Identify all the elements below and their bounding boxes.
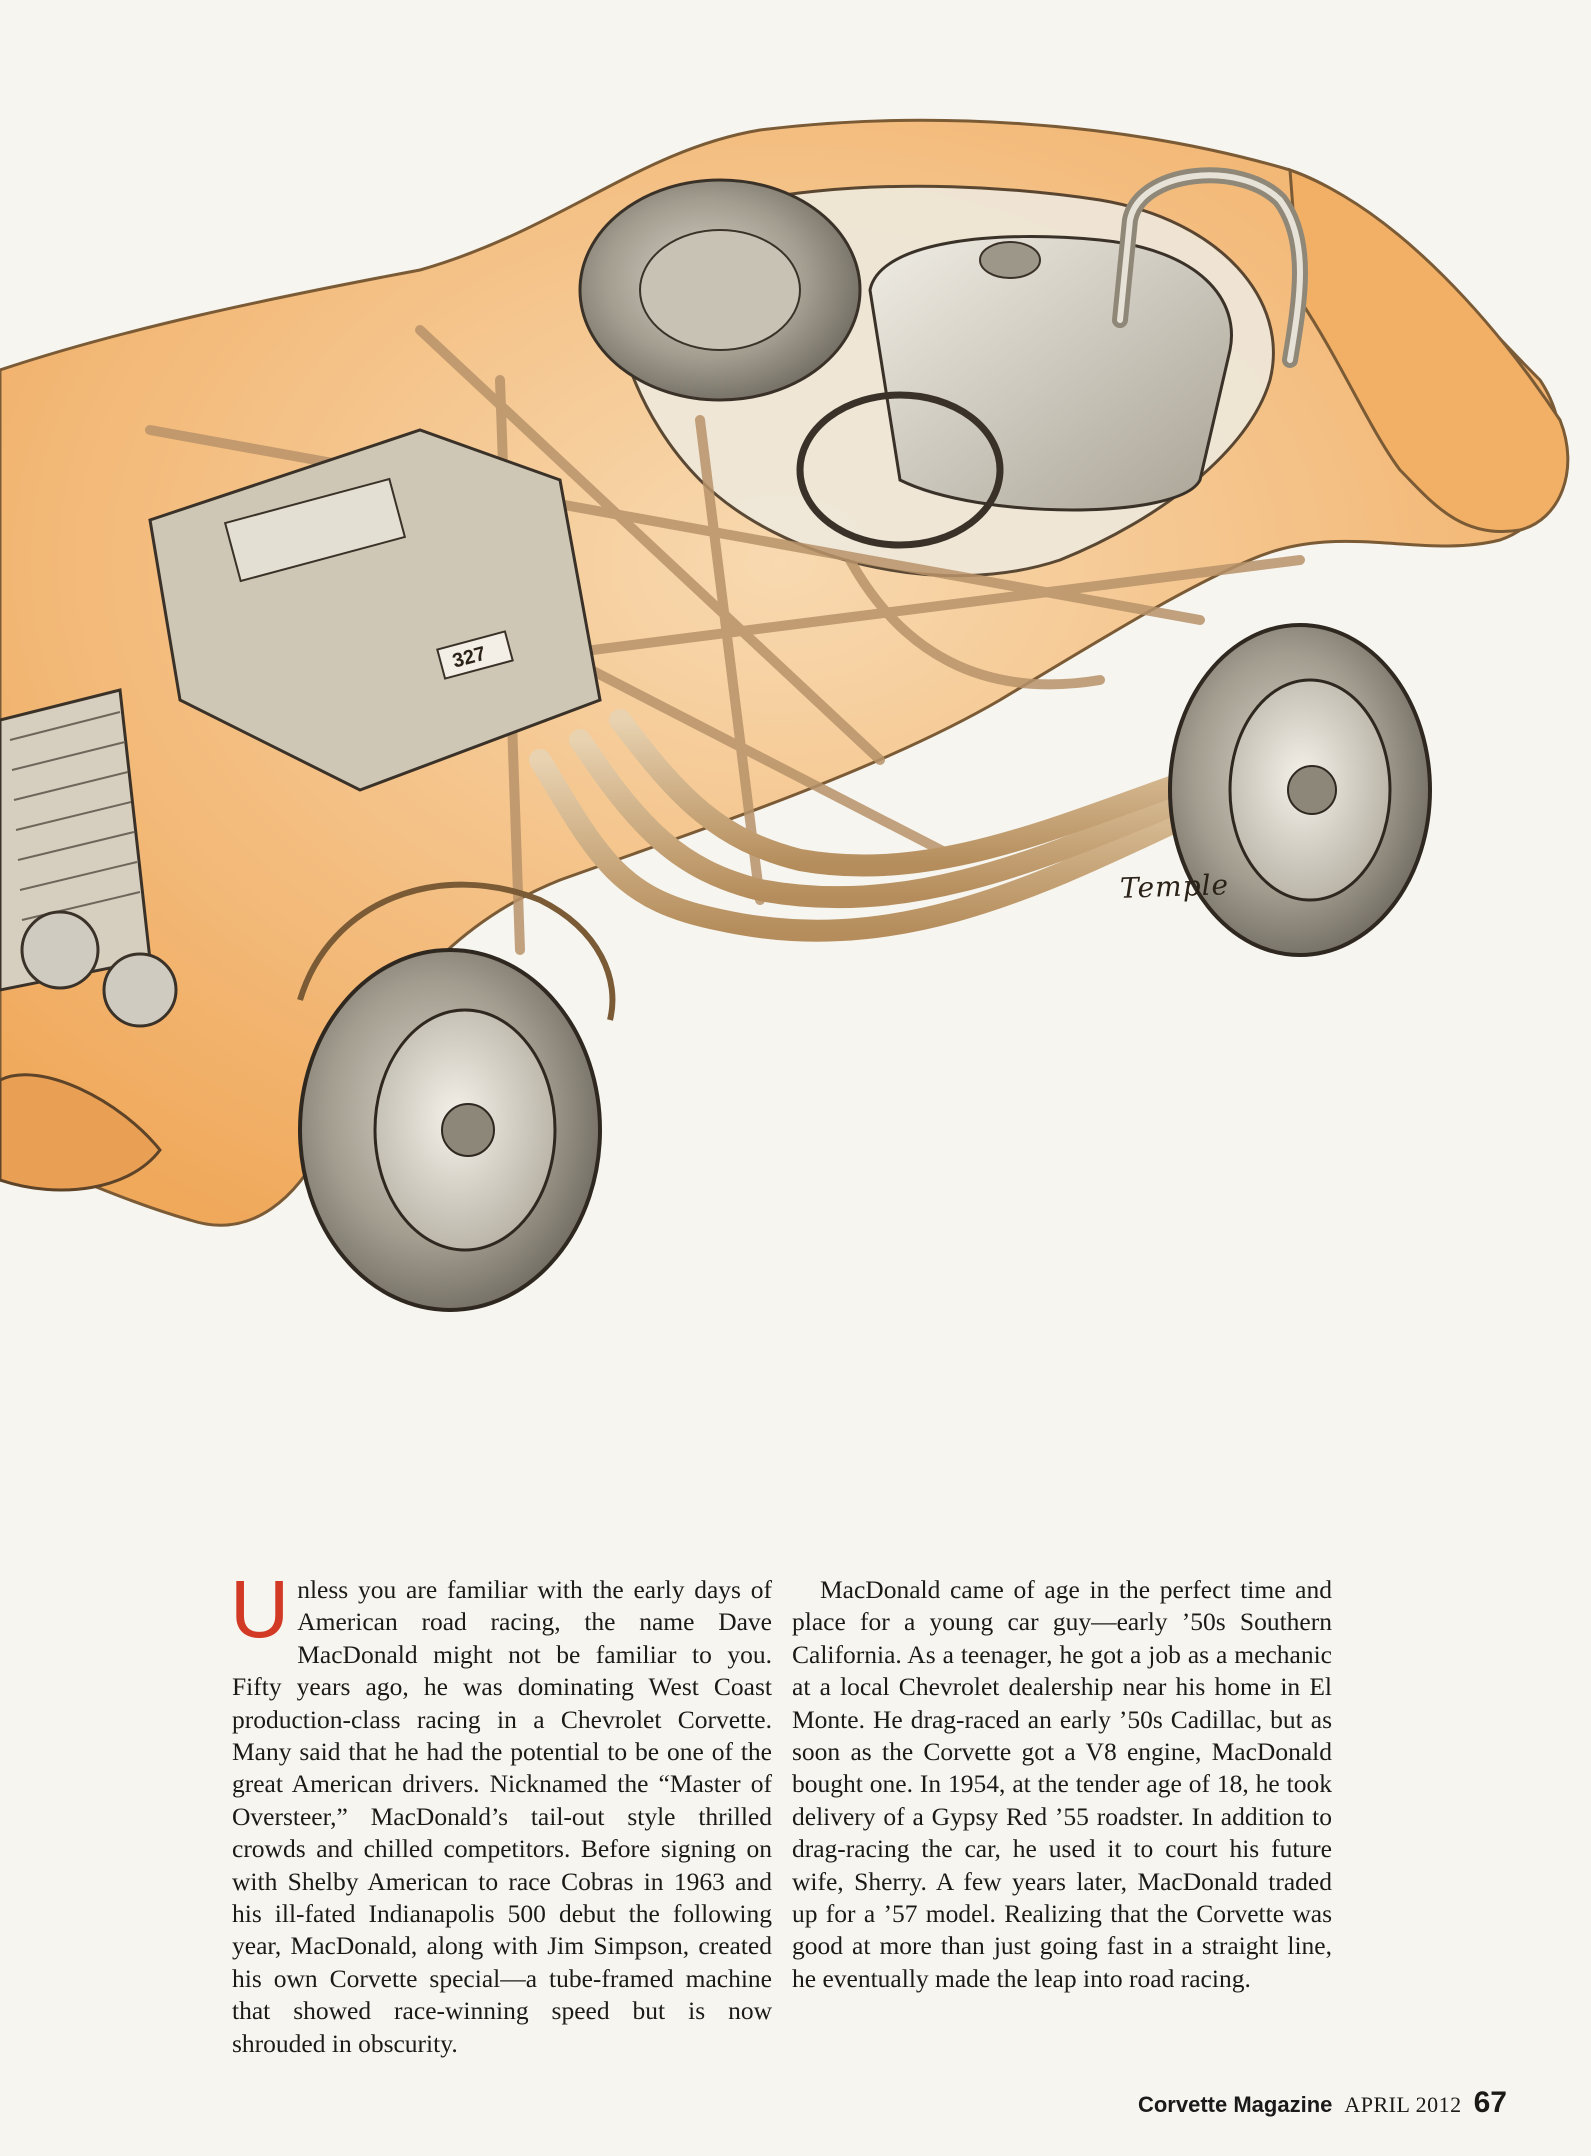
- engine-badge: 327: [450, 642, 489, 673]
- spare-tire: [580, 180, 860, 400]
- issue-date: APRIL 2012: [1344, 2092, 1462, 2117]
- page-number: 67: [1473, 2086, 1507, 2119]
- artist-signature: Temple: [1119, 868, 1230, 905]
- fuel-tank: [870, 237, 1231, 510]
- rear-wheel: [1170, 625, 1430, 955]
- drop-cap: U: [230, 1564, 290, 1655]
- page-footer: [1138, 2086, 1507, 2120]
- article-column-right: [792, 1574, 1332, 1995]
- paragraph-intro: nless you are familiar with the early days of American road racing, the name Dave MacDonald might not be familiar to you. Fifty years ago, he was dominating West Coast production-class racing in a Chevrolet Corvette. Many said that he had the potential to be one of the great American drivers. Nicknamed the “Master of Oversteer,” MacDonald’s tail-out style thrilled crowds and chilled competitors. Before signing on with Shelby American to race Cobras in 1963 and his ill-fated Indianapolis 500 debut the following year, MacDonald, along with Jim Simpson, created his own Corvette special—a tube-framed machine that showed race-winning speed but is now shrouded in obscurity.: [232, 1575, 772, 2058]
- article-body: [230, 1564, 1332, 2058]
- front-wheel: [300, 950, 600, 1310]
- headlight-right: [104, 954, 176, 1026]
- article-column-left: [230, 1564, 772, 2060]
- headlight-left: [22, 912, 98, 988]
- paragraph-background: MacDonald came of age in the perfect time and place for a young car guy—early ’50s Southern California. As a teenager, he got a job as a mechanic at a local Chevrolet dealership near his home in El Monte. He drag-raced an early ’50s Cadillac, but as soon as the Corvette got a V8 engine, MacDonald bought one. In 1954, at the tender age of 18, he took delivery of a Gypsy Red ’55 roadster. In addition to drag-racing the car, he used it to court his future wife, Sherry. A few years later, MacDonald traded up for a ’57 model. Realizing that the Corvette was good at more than just going fast in a straight line, he eventually made the leap into road racing.: [792, 1575, 1332, 1993]
- magazine-name: Corvette Magazine: [1137, 2092, 1333, 2117]
